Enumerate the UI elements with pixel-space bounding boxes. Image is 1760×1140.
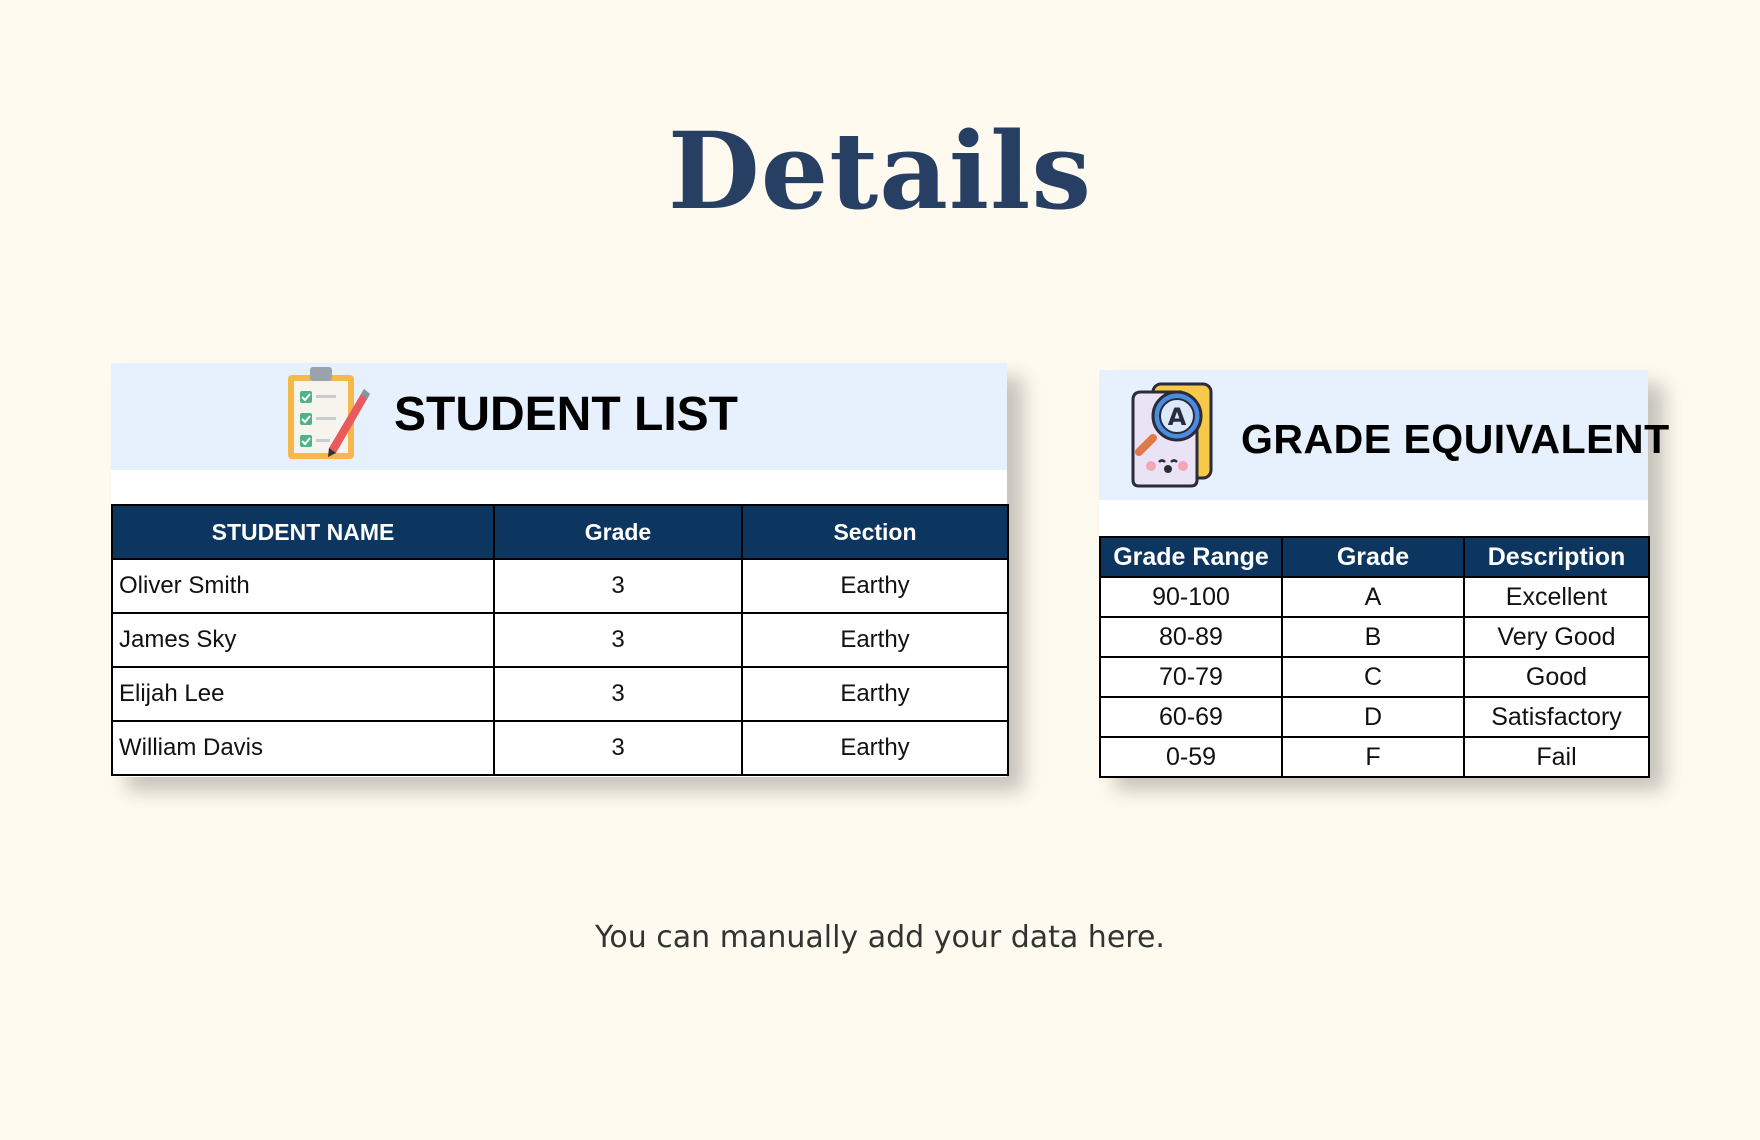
student-name-cell[interactable]: Elijah Lee bbox=[112, 667, 494, 721]
student-name-cell[interactable]: William Davis bbox=[112, 721, 494, 775]
student-table bbox=[111, 504, 1009, 776]
table-row bbox=[1100, 617, 1649, 657]
grade-range-cell[interactable]: 80-89 bbox=[1100, 617, 1282, 657]
grade-cell[interactable]: 3 bbox=[494, 667, 742, 721]
table-row bbox=[1100, 697, 1649, 737]
grade-equivalent-header bbox=[1099, 370, 1670, 500]
table-row bbox=[1100, 577, 1649, 617]
footer-hint: You can manually add your data here. bbox=[595, 920, 1165, 955]
grade-letter-cell[interactable]: A bbox=[1282, 577, 1464, 617]
grade-table-header-row bbox=[1100, 537, 1649, 577]
student-list-title: STUDENT LIST bbox=[394, 388, 738, 441]
grade-equivalent-title: GRADE EQUIVALENT bbox=[1241, 416, 1670, 462]
grade-letter-cell[interactable]: F bbox=[1282, 737, 1464, 777]
student-list-card bbox=[111, 363, 1007, 777]
grade-equivalent-card bbox=[1099, 370, 1670, 776]
grade-range-cell[interactable]: 60-69 bbox=[1100, 697, 1282, 737]
grade-letter-cell[interactable]: C bbox=[1282, 657, 1464, 697]
graded-paper-magnifier-icon bbox=[1123, 380, 1217, 490]
table-row bbox=[112, 559, 1008, 613]
column-header: Grade Range bbox=[1100, 537, 1282, 577]
grade-cell[interactable]: 3 bbox=[494, 613, 742, 667]
column-header: Grade bbox=[1282, 537, 1464, 577]
section-cell[interactable]: Earthy bbox=[742, 667, 1008, 721]
section-cell[interactable]: Earthy bbox=[742, 559, 1008, 613]
column-header: STUDENT NAME bbox=[112, 505, 494, 559]
section-cell[interactable]: Earthy bbox=[742, 721, 1008, 775]
table-row bbox=[1100, 737, 1649, 777]
clipboard-checklist-icon bbox=[286, 365, 372, 463]
grade-letter-cell[interactable]: B bbox=[1282, 617, 1464, 657]
table-row bbox=[112, 667, 1008, 721]
student-table-header-row bbox=[112, 505, 1008, 559]
description-cell[interactable]: Very Good bbox=[1464, 617, 1649, 657]
grade-range-cell[interactable]: 70-79 bbox=[1100, 657, 1282, 697]
description-cell[interactable]: Satisfactory bbox=[1464, 697, 1649, 737]
student-list-header bbox=[111, 363, 1007, 470]
grade-range-cell[interactable]: 0-59 bbox=[1100, 737, 1282, 777]
table-row bbox=[1100, 657, 1649, 697]
section-cell[interactable]: Earthy bbox=[742, 613, 1008, 667]
grade-letter-cell[interactable]: D bbox=[1282, 697, 1464, 737]
page-title: Details bbox=[667, 108, 1093, 233]
grade-table bbox=[1099, 536, 1650, 778]
column-header: Grade bbox=[494, 505, 742, 559]
grade-range-cell[interactable]: 90-100 bbox=[1100, 577, 1282, 617]
description-cell[interactable]: Fail bbox=[1464, 737, 1649, 777]
table-row bbox=[112, 721, 1008, 775]
grade-cell[interactable]: 3 bbox=[494, 559, 742, 613]
student-name-cell[interactable]: James Sky bbox=[112, 613, 494, 667]
svg-text:A: A bbox=[1167, 403, 1187, 431]
student-name-cell[interactable]: Oliver Smith bbox=[112, 559, 494, 613]
description-cell[interactable]: Excellent bbox=[1464, 577, 1649, 617]
description-cell[interactable]: Good bbox=[1464, 657, 1649, 697]
grade-cell[interactable]: 3 bbox=[494, 721, 742, 775]
table-row bbox=[112, 613, 1008, 667]
column-header: Description bbox=[1464, 537, 1649, 577]
column-header: Section bbox=[742, 505, 1008, 559]
